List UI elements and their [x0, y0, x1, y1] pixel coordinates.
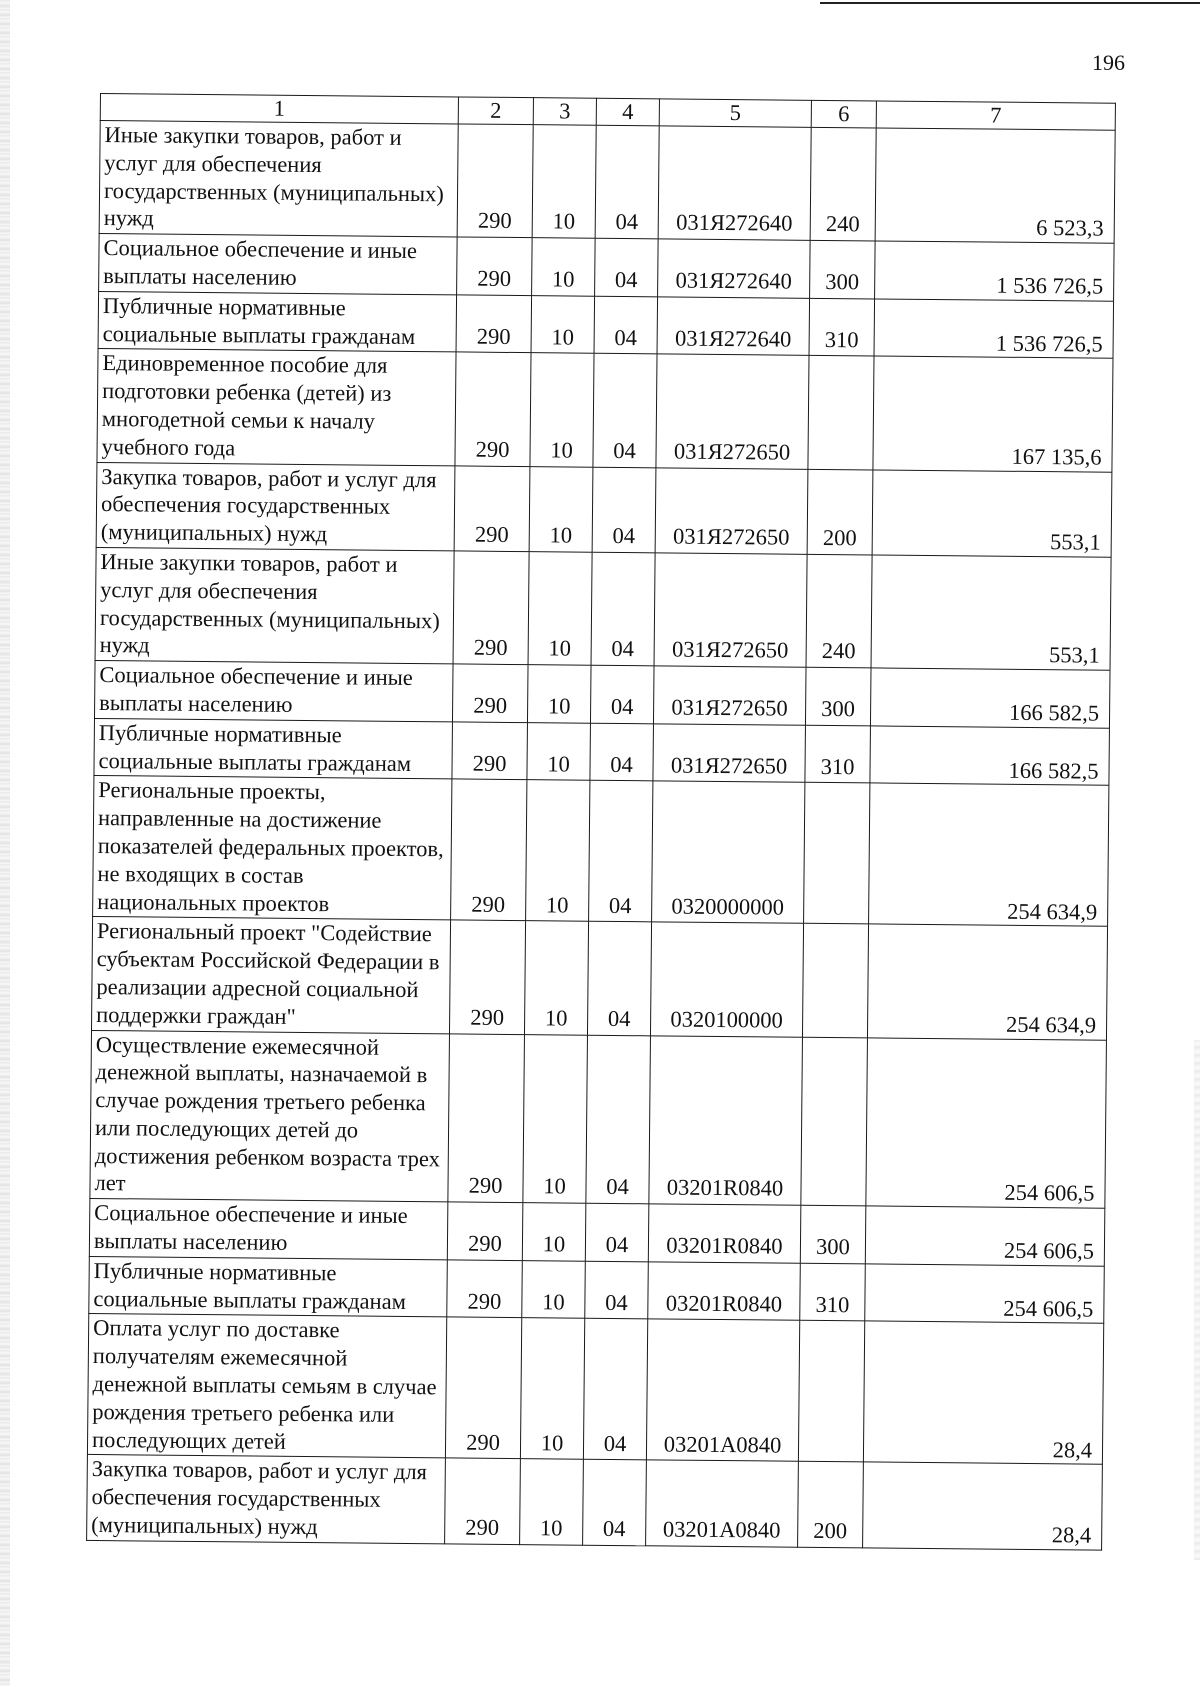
cell-subsection: 04: [593, 354, 657, 468]
cell-amount: 166 582,5: [870, 726, 1110, 786]
cell-amount: 28,4: [863, 1462, 1103, 1550]
row-name: Закупка товаров, работ и услуг для обеспечения государственных (муниципальных) нужд: [96, 462, 455, 551]
cell-section: 10: [522, 1260, 586, 1318]
cell-amount: 254 634,9: [869, 783, 1109, 926]
row-name: Социальное обеспечение и иные выплаты населению: [99, 234, 458, 295]
table-row: [90, 1030, 1107, 1209]
row-name: Региональные проекты, направленные на достижение показателей федеральных проектов, не входящих в состав национальных проектов: [93, 776, 452, 920]
cell-target-article: 031Я272640: [657, 297, 810, 356]
row-name: Публичные нормативные социальные выплаты гражданам: [98, 291, 457, 352]
cell-section: 10: [523, 1034, 588, 1203]
scan-edge-left: [0, 0, 10, 1686]
page-number: 196: [1092, 50, 1125, 75]
cell-subsection: 04: [585, 1203, 649, 1261]
cell-amount: 254 606,5: [866, 1037, 1107, 1208]
cell-chapter: 290: [451, 779, 527, 921]
cell-expense-type: 200: [807, 469, 873, 555]
table-row: [94, 661, 1110, 728]
table-body: [87, 94, 1116, 1551]
table-row: [99, 234, 1115, 301]
header-cell-6: 6: [811, 100, 876, 128]
cell-amount: 254 606,5: [865, 1264, 1105, 1324]
row-name: Иные закупки товаров, работ и услуг для обеспечения государственных (муниципальных) нужд: [95, 547, 454, 664]
budget-table-wrapper: [86, 93, 1116, 1551]
cell-expense-type: [802, 924, 868, 1038]
cell-amount: 1 536 726,5: [874, 299, 1114, 359]
cell-subsection: 04: [586, 1035, 651, 1204]
cell-amount: 166 582,5: [870, 668, 1110, 728]
cell-subsection: 04: [595, 238, 659, 296]
header-cell-1: 1: [100, 94, 458, 124]
cell-target-article: 03201A0840: [646, 1319, 799, 1461]
cell-chapter: 290: [455, 352, 531, 466]
row-name: Социальное обеспечение и иные выплаты населению: [94, 661, 453, 722]
table-row: [87, 1314, 1103, 1465]
cell-amount: 254 606,5: [865, 1206, 1105, 1266]
cell-subsection: 04: [590, 723, 654, 781]
cell-target-article: 0320100000: [650, 922, 803, 1037]
cell-chapter: 290: [454, 465, 530, 551]
row-name: Региональный проект "Содействие субъектам Российской Федерации в реализации адресной социальной поддержки граждан": [92, 917, 451, 1034]
table-row: [92, 917, 1108, 1040]
cell-amount: 1 536 726,5: [875, 241, 1115, 301]
cell-section: 10: [527, 665, 591, 723]
cell-expense-type: 300: [805, 667, 871, 725]
cell-section: 10: [520, 1459, 584, 1545]
cell-chapter: 290: [447, 1260, 523, 1318]
cell-section: 10: [526, 780, 590, 922]
cell-target-article: 0320000000: [652, 781, 805, 923]
table-row: [87, 1455, 1103, 1550]
cell-target-article: 03201R0840: [648, 1204, 801, 1263]
cell-expense-type: 310: [800, 1263, 866, 1321]
cell-chapter: 290: [452, 664, 528, 722]
table-row: [89, 1199, 1105, 1266]
row-name: Социальное обеспечение и иные выплаты населению: [89, 1199, 448, 1260]
cell-subsection: 04: [595, 125, 659, 239]
cell-target-article: 031Я272650: [654, 553, 807, 668]
cell-section: 10: [529, 466, 593, 552]
cell-subsection: 04: [587, 922, 651, 1036]
cell-amount: 553,1: [872, 469, 1112, 557]
table-row: [93, 776, 1109, 927]
table-row: [89, 1256, 1105, 1323]
cell-section: 10: [524, 921, 588, 1035]
cell-subsection: 04: [589, 781, 653, 923]
cell-expense-type: [798, 1321, 864, 1463]
row-name: Закупка товаров, работ и услуг для обеспечения государственных (муниципальных) нужд: [87, 1455, 446, 1544]
cell-subsection: 04: [583, 1460, 647, 1546]
header-cell-2: 2: [458, 97, 533, 125]
table-row: [97, 349, 1113, 472]
header-cell-5: 5: [659, 99, 811, 127]
budget-table: [86, 93, 1116, 1551]
cell-subsection: 04: [592, 467, 656, 553]
cell-amount: 254 634,9: [867, 924, 1107, 1039]
cell-chapter: 290: [457, 237, 533, 295]
cell-chapter: 290: [449, 920, 525, 1034]
cell-section: 10: [531, 295, 595, 353]
row-name: Публичные нормативные социальные выплаты гражданам: [89, 1256, 448, 1317]
cell-expense-type: 300: [800, 1206, 866, 1264]
row-name: Единовременное пособие для подготовки ребенка (детей) из многодетной семьи к началу учебного года: [97, 349, 456, 466]
cell-target-article: 031Я272650: [656, 354, 809, 469]
cell-amount: 553,1: [871, 555, 1111, 670]
cell-target-article: 03201R0840: [649, 1035, 803, 1205]
cell-target-article: 03201A0840: [646, 1460, 799, 1547]
cell-expense-type: [801, 1037, 868, 1206]
cell-target-article: 03201R0840: [648, 1262, 801, 1321]
row-name: Оплата услуг по доставке получателям ежемесячной денежной выплаты семьям в случае рождения третьего ребенка или последующих детей: [87, 1314, 446, 1458]
cell-chapter: 290: [453, 551, 529, 665]
cell-chapter: 290: [447, 1202, 523, 1260]
scan-edge-right: [1194, 1040, 1200, 1560]
cell-chapter: 290: [456, 295, 532, 353]
cell-chapter: 290: [445, 1458, 521, 1544]
cell-target-article: 031Я272650: [653, 724, 806, 783]
cell-expense-type: 310: [809, 298, 875, 356]
table-row: [96, 462, 1112, 557]
cell-expense-type: [804, 783, 870, 925]
cell-expense-type: 310: [805, 725, 871, 783]
cell-section: 10: [522, 1203, 586, 1261]
cell-target-article: 031Я272640: [658, 239, 811, 298]
cell-amount: 167 135,6: [873, 356, 1113, 471]
header-cell-7: 7: [876, 101, 1115, 130]
table-row: [94, 718, 1110, 785]
table-row: [99, 121, 1115, 244]
cell-chapter: 290: [448, 1033, 525, 1202]
cell-section: 10: [530, 353, 594, 467]
header-cell-4: 4: [596, 98, 659, 126]
row-name: Осуществление ежемесячной денежной выплаты, назначаемой в случае рождения третьего ребенка или последующих детей до достижения ребенком возраста трех лет: [90, 1030, 450, 1202]
cell-section: 10: [527, 722, 591, 780]
cell-subsection: 04: [583, 1319, 647, 1461]
cell-subsection: 04: [594, 296, 658, 354]
cell-section: 10: [532, 238, 596, 296]
cell-amount: 28,4: [863, 1321, 1103, 1464]
cell-section: 10: [528, 552, 592, 666]
cell-target-article: 031Я272650: [655, 467, 808, 554]
cell-subsection: 04: [591, 552, 655, 666]
scan-artifact-line: [820, 2, 1200, 4]
row-name: Иные закупки товаров, работ и услуг для обеспечения государственных (муниципальных) нужд: [99, 121, 458, 238]
cell-chapter: 290: [445, 1317, 521, 1459]
cell-subsection: 04: [585, 1261, 649, 1319]
cell-expense-type: 240: [810, 127, 876, 241]
cell-subsection: 04: [590, 665, 654, 723]
cell-chapter: 290: [452, 722, 528, 780]
cell-chapter: 290: [457, 124, 533, 238]
cell-expense-type: 200: [798, 1462, 864, 1548]
row-name: Публичные нормативные социальные выплаты гражданам: [94, 718, 453, 779]
table-row: [98, 291, 1114, 358]
cell-expense-type: [808, 356, 874, 470]
cell-expense-type: 240: [806, 554, 872, 668]
cell-target-article: 031Я272640: [658, 126, 811, 241]
header-cell-3: 3: [533, 98, 596, 126]
cell-amount: 6 523,3: [875, 128, 1115, 243]
cell-section: 10: [520, 1318, 584, 1460]
cell-section: 10: [532, 125, 596, 239]
table-row: [95, 547, 1111, 670]
cell-target-article: 031Я272650: [653, 666, 806, 725]
cell-expense-type: 300: [810, 241, 876, 299]
